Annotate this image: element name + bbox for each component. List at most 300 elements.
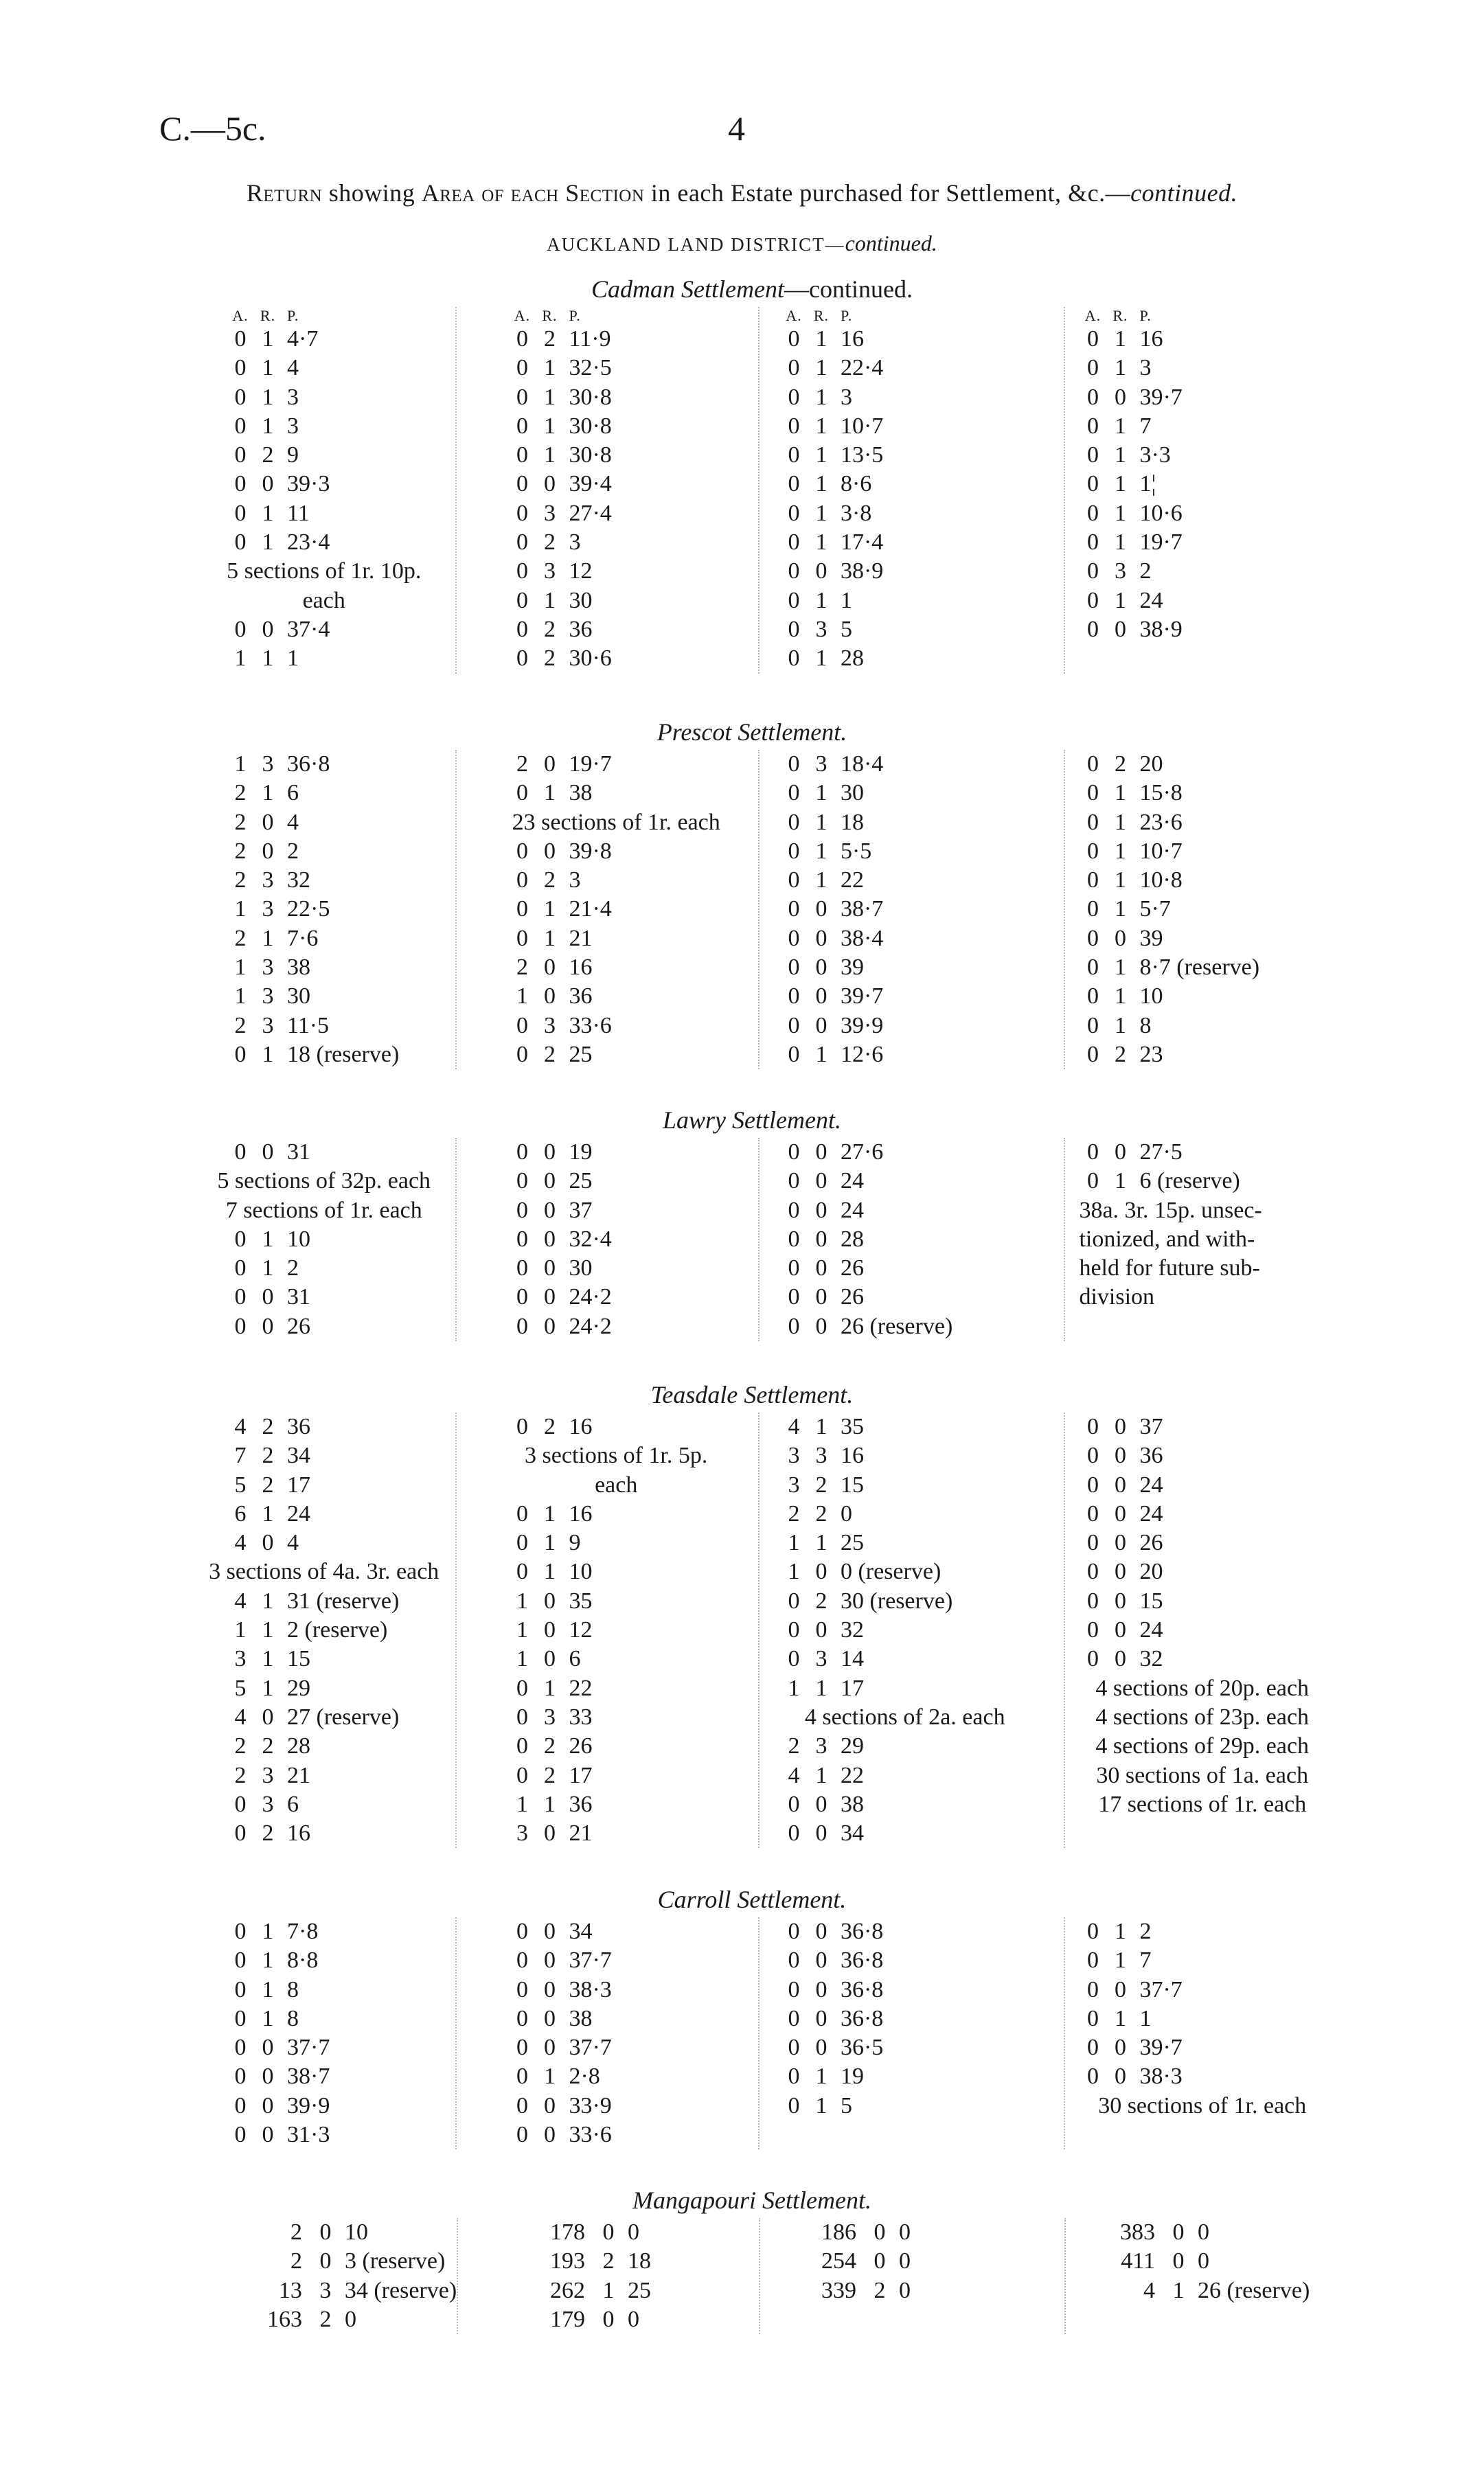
area-acres: 0 [788, 500, 800, 526]
area-row [227, 837, 455, 866]
area-roods: 0 [262, 1313, 274, 1339]
settlement-title [144, 2182, 1360, 2218]
area-roods: 1 [815, 471, 827, 497]
area-row [227, 383, 455, 412]
area-perches: 26 [840, 1255, 864, 1281]
area-acres: 339 [821, 2277, 856, 2303]
area-perches: 22 [840, 867, 864, 893]
area-acres: 1 [516, 1617, 528, 1643]
area-acres: 0 [1086, 1617, 1099, 1643]
area-acres: 0 [788, 838, 800, 864]
area-perches: 3 [569, 867, 581, 893]
area-row [510, 2247, 759, 2276]
section-column [455, 750, 758, 1069]
area-row [508, 1732, 758, 1761]
area-perches: 25 [569, 1041, 593, 1067]
area-row [508, 499, 758, 528]
area-perches: 16 [840, 326, 864, 352]
area-perches: 6 [569, 1646, 581, 1672]
area-perches: 10 [345, 2219, 368, 2245]
section-column [144, 1917, 455, 2149]
settlement-name: Prescot Settlement. [657, 718, 847, 746]
settlement-title [144, 1882, 1360, 1917]
area-roods: 1 [1114, 983, 1126, 1009]
area-perches: 30 [569, 1255, 593, 1281]
area-row [508, 982, 758, 1011]
area-roods: 1 [262, 646, 274, 672]
area-roods: 1 [543, 1675, 556, 1701]
area-row [508, 644, 758, 673]
area-acres: 0 [1086, 896, 1099, 922]
area-row [1079, 412, 1360, 441]
area-roods: 0 [262, 1530, 274, 1556]
area-row [1079, 1138, 1360, 1167]
area-acres: 0 [516, 558, 528, 584]
area-perches: 9 [287, 442, 299, 468]
area-roods: 1 [815, 587, 827, 613]
area-acres: 2 [234, 1733, 247, 1759]
area-perches: 39 [1139, 925, 1163, 951]
area-roods: 0 [262, 1139, 274, 1165]
area-acres: 0 [516, 587, 528, 613]
area-roods: 1 [815, 384, 827, 410]
area-perches: 30 (reserve) [840, 1588, 953, 1614]
area-roods: 0 [815, 983, 827, 1009]
area-acres: 0 [1086, 1012, 1099, 1038]
area-row [780, 1616, 1064, 1645]
area-row [508, 383, 758, 412]
area-perches: 32 [840, 1617, 864, 1643]
area-roods: 0 [1114, 2035, 1126, 2061]
area-perches: 30 [840, 780, 864, 806]
area-roods: 0 [543, 1948, 556, 1974]
area-acres: 0 [516, 1255, 528, 1281]
area-acres: 0 [1086, 471, 1099, 497]
area-row [227, 1529, 455, 1557]
area-perches: 5·7 [1139, 896, 1171, 922]
settlement-title [144, 1377, 1360, 1413]
area-acres: 0 [516, 529, 528, 556]
area-row [508, 557, 758, 586]
area-acres: 5 [234, 1675, 247, 1701]
area-row [508, 1674, 758, 1703]
area-perches: 39·9 [287, 2092, 330, 2119]
area-roods: 0 [543, 2092, 556, 2119]
area-acres: 0 [788, 558, 800, 584]
area-row [508, 1196, 758, 1225]
area-perches: 0 [1197, 2219, 1209, 2245]
section-column [758, 1917, 1064, 2149]
area-row [508, 1917, 758, 1946]
area-perches: 22·5 [287, 896, 330, 922]
area-roods: 1 [815, 529, 827, 556]
area-row [1079, 1529, 1360, 1557]
area-acres: 0 [788, 2005, 800, 2031]
area-row [508, 924, 758, 953]
area-row [227, 1616, 455, 1645]
area-acres: 0 [516, 2064, 528, 2090]
area-perches: 39·9 [840, 1012, 884, 1038]
section-column [759, 2218, 1064, 2334]
area-roods: 0 [1114, 1472, 1126, 1498]
area-roods: 0 [262, 1284, 274, 1310]
area-roods: 0 [543, 1976, 556, 2002]
area-roods: 0 [1114, 1617, 1126, 1643]
area-row [780, 1529, 1064, 1557]
area-acres: 0 [1086, 983, 1099, 1009]
area-roods: 0 [815, 1197, 827, 1223]
area-acres: 0 [516, 1733, 528, 1759]
area-acres: 4 [788, 1762, 800, 1788]
area-row [781, 2276, 1064, 2305]
area-perches: 26 [569, 1733, 593, 1759]
area-acres: 0 [1086, 1041, 1099, 1067]
area-perches: 26 [840, 1284, 864, 1310]
area-perches: 19·7 [569, 751, 612, 777]
arp-label-p: P. [569, 307, 581, 324]
area-row [1079, 586, 1360, 615]
area-acres: 0 [1086, 2035, 1099, 2061]
area-row [227, 470, 455, 499]
area-acres: 0 [516, 442, 528, 468]
area-row [780, 470, 1064, 499]
area-row [508, 325, 758, 354]
area-roods: 1 [543, 413, 556, 439]
area-row [508, 2033, 758, 2062]
area-acres: 13 [278, 2277, 302, 2303]
area-roods: 1 [815, 1762, 827, 1788]
area-row [1079, 354, 1360, 383]
area-acres: 7 [234, 1443, 247, 1469]
area-roods: 3 [815, 1443, 827, 1469]
area-acres: 3 [788, 1472, 800, 1498]
area-row [508, 1312, 758, 1341]
area-perches: 37 [569, 1197, 593, 1223]
area-row [227, 2218, 457, 2247]
arp-label-p: P. [840, 307, 853, 324]
arp-label-r: R. [260, 307, 276, 324]
area-row [780, 1946, 1064, 1975]
area-roods: 0 [543, 2005, 556, 2031]
area-row [1079, 779, 1360, 808]
area-acres: 0 [516, 646, 528, 672]
area-acres: 0 [516, 2035, 528, 2061]
area-row [780, 644, 1064, 673]
area-perches: 10 [1139, 983, 1163, 1009]
area-perches: 37·7 [1139, 1976, 1183, 2002]
area-row [780, 1441, 1064, 1470]
area-perches: 18 (reserve) [287, 1041, 400, 1067]
area-row [227, 1500, 455, 1529]
area-perches: 36 [569, 616, 593, 642]
area-acres: 2 [788, 1733, 800, 1759]
area-perches: 7·8 [287, 1919, 319, 1944]
settlement-section [144, 271, 1360, 674]
area-perches: 22 [569, 1675, 593, 1701]
area-perches: 10·7 [840, 413, 884, 439]
area-row [780, 808, 1064, 837]
settlement-name: Teasdale Settlement. [650, 1381, 854, 1408]
area-perches: 28 [840, 1226, 864, 1252]
area-roods: 2 [1114, 751, 1126, 777]
area-roods: 1 [1114, 896, 1126, 922]
area-acres: 0 [1086, 925, 1099, 951]
area-roods: 1 [815, 2092, 827, 2119]
area-row [1079, 1976, 1360, 2005]
area-roods: 1 [602, 2277, 615, 2303]
area-perches: 26 [287, 1313, 310, 1339]
area-row [508, 1225, 758, 1254]
area-row [227, 1819, 455, 1848]
area-perches: 2 [1139, 1919, 1152, 1944]
sections-group-text: each [302, 587, 345, 613]
section-column [455, 1917, 758, 2149]
area-row [781, 2218, 1064, 2247]
area-row [227, 2247, 457, 2276]
area-perches: 39·7 [1139, 384, 1183, 410]
area-perches: 27·5 [1139, 1139, 1183, 1165]
area-acres: 0 [516, 1919, 528, 1944]
area-row [1079, 1441, 1360, 1470]
area-perches: 0 [840, 1500, 852, 1527]
area-roods: 1 [543, 925, 556, 951]
area-perches: 34 (reserve) [344, 2277, 457, 2303]
area-acres: 0 [234, 442, 247, 468]
area-perches: 2 [1139, 558, 1152, 584]
area-perches: 12·6 [840, 1041, 884, 1067]
area-perches: 0 [628, 2306, 639, 2332]
area-acres: 2 [290, 2219, 302, 2245]
area-row [227, 2062, 455, 2091]
area-row [508, 866, 758, 895]
area-acres: 1 [234, 1617, 247, 1643]
area-acres: 0 [1086, 867, 1099, 893]
area-perches: 21 [569, 925, 593, 951]
arp-label-r: R. [1112, 307, 1128, 324]
area-perches: 1 [840, 587, 852, 613]
area-roods: 3 [543, 1704, 556, 1730]
area-perches: 37 [1139, 1414, 1163, 1439]
sections-group-text: 23 sections of 1r. each [512, 809, 720, 835]
area-acres: 0 [516, 616, 528, 642]
area-row [1079, 528, 1360, 557]
area-perches: 8·6 [840, 471, 872, 497]
area-perches: 38·3 [1139, 2064, 1183, 2090]
area-roods: 0 [543, 1919, 556, 1944]
area-row [780, 615, 1064, 644]
area-row [780, 1167, 1064, 1196]
area-perches: 38 [569, 780, 593, 806]
area-acres: 0 [234, 616, 247, 642]
area-roods: 0 [319, 2248, 332, 2274]
area-acres: 0 [234, 2092, 247, 2119]
area-row [227, 1703, 455, 1732]
area-perches: 35 [569, 1588, 593, 1614]
area-acres: 0 [788, 809, 800, 835]
area-row [780, 528, 1064, 557]
area-perches: 27·6 [840, 1139, 884, 1165]
area-roods: 1 [815, 867, 827, 893]
area-row [1079, 441, 1360, 470]
area-acres: 0 [516, 780, 528, 806]
area-perches: 25 [569, 1168, 593, 1194]
area-row [1079, 1471, 1360, 1500]
section-note: 38a. 3r. 15p. unsec- [1079, 1197, 1262, 1223]
area-row [780, 2005, 1064, 2033]
area-acres: 0 [516, 1226, 528, 1252]
area-roods: 1 [262, 2005, 274, 2031]
area-roods: 0 [1114, 1588, 1126, 1614]
area-acres: 0 [1086, 1646, 1099, 1672]
area-acres: 1 [234, 983, 247, 1009]
area-row [1079, 866, 1360, 895]
area-roods: 1 [262, 1919, 274, 1944]
area-perches: 33·6 [569, 2122, 612, 2148]
area-row [781, 2247, 1064, 2276]
area-roods: 1 [815, 1414, 827, 1439]
area-row [227, 1587, 455, 1616]
area-acres: 0 [1086, 587, 1099, 613]
area-perches: 38·3 [569, 1976, 612, 2002]
area-roods: 1 [1114, 500, 1126, 526]
area-perches: 37·7 [569, 1948, 612, 1974]
area-row [508, 1616, 758, 1645]
area-perches: 34 [569, 1919, 593, 1944]
sections-group-text: 3 sections of 4a. 3r. each [209, 1559, 440, 1585]
area-perches: 20 [1139, 751, 1163, 777]
area-row [780, 1138, 1064, 1167]
area-row [227, 1790, 455, 1819]
area-row [508, 779, 758, 808]
area-acres: 0 [788, 925, 800, 951]
area-row [1080, 2247, 1360, 2276]
area-roods: 0 [262, 2035, 274, 2061]
area-acres: 0 [516, 1500, 528, 1527]
area-perches: 26 [1139, 1530, 1163, 1556]
area-perches: 38 [287, 955, 310, 981]
area-row [510, 2305, 759, 2334]
area-row [227, 354, 455, 383]
area-roods: 0 [262, 616, 274, 642]
area-row [780, 1196, 1064, 1225]
area-perches: 30 [287, 983, 310, 1009]
area-acres: 0 [516, 838, 528, 864]
area-perches: 25 [628, 2277, 651, 2303]
area-perches: 17 [569, 1762, 593, 1788]
area-perches: 38·4 [840, 925, 884, 951]
area-acres: 1 [234, 896, 247, 922]
area-roods: 0 [815, 1255, 827, 1281]
area-acres: 0 [788, 2092, 800, 2119]
area-row [780, 1040, 1064, 1069]
area-row [780, 1225, 1064, 1254]
area-acres: 0 [788, 384, 800, 410]
area-row [1079, 837, 1360, 866]
arp-label-a: A. [232, 307, 249, 324]
area-row [1080, 2276, 1360, 2305]
page-number: 4 [728, 109, 745, 148]
area-roods: 3 [262, 896, 274, 922]
area-row [780, 586, 1064, 615]
section-column [758, 307, 1064, 674]
area-roods: 1 [1114, 355, 1126, 381]
area-acres: 2 [788, 1500, 800, 1527]
area-row [1079, 2033, 1360, 2062]
area-acres: 0 [788, 471, 800, 497]
area-perches: 4 [287, 355, 299, 381]
area-acres: 0 [234, 471, 247, 497]
area-acres: 0 [234, 1255, 247, 1281]
area-acres: 0 [234, 2035, 247, 2061]
area-perches: 30·8 [569, 384, 612, 410]
area-perches: 22·4 [840, 355, 884, 381]
area-roods: 0 [1114, 1443, 1126, 1469]
area-row [1079, 1917, 1360, 1946]
area-roods: 1 [262, 413, 274, 439]
settlement-name: Cadman Settlement [591, 275, 784, 303]
area-row [780, 2062, 1064, 2091]
area-roods: 0 [815, 1226, 827, 1252]
area-perches: 15 [1139, 1588, 1163, 1614]
area-row [1079, 325, 1360, 354]
area-roods: 1 [262, 1588, 274, 1614]
area-row [1079, 1413, 1360, 1441]
area-perches: 36·8 [840, 1919, 884, 1944]
area-roods: 0 [602, 2219, 615, 2245]
area-roods: 0 [815, 2035, 827, 2061]
area-roods: 1 [262, 1255, 274, 1281]
area-roods: 1 [262, 384, 274, 410]
area-perches: 23·4 [287, 529, 330, 556]
area-row [227, 1674, 455, 1703]
area-acres: 0 [516, 1948, 528, 1974]
area-acres: 0 [788, 1791, 800, 1817]
sections-group-text: 30 sections of 1a. each [1096, 1762, 1309, 1788]
area-acres: 0 [788, 867, 800, 893]
area-roods: 0 [543, 955, 556, 981]
area-row [508, 1703, 758, 1732]
area-perches: 0 [345, 2306, 356, 2332]
area-roods: 0 [815, 896, 827, 922]
area-row [227, 1645, 455, 1674]
area-acres: 0 [234, 1139, 247, 1165]
area-acres: 0 [1086, 616, 1099, 642]
area-row [227, 1312, 455, 1341]
area-roods: 1 [262, 1041, 274, 1067]
area-row [780, 1790, 1064, 1819]
area-row [508, 1167, 758, 1196]
area-row [1079, 982, 1360, 1011]
area-acres: 0 [1086, 780, 1099, 806]
area-roods: 0 [262, 471, 274, 497]
area-acres: 0 [1086, 2005, 1099, 2031]
area-roods: 1 [262, 780, 274, 806]
arp-header [1079, 307, 1360, 325]
section-column [1064, 307, 1360, 674]
area-roods: 1 [1172, 2277, 1185, 2303]
area-acres: 4 [234, 1588, 247, 1614]
area-row [227, 1976, 455, 2005]
area-row [1080, 2218, 1360, 2247]
section-column [144, 750, 455, 1069]
area-roods: 1 [1114, 809, 1126, 835]
area-row [508, 2062, 758, 2091]
area-acres: 0 [1086, 500, 1099, 526]
area-row [780, 779, 1064, 808]
area-roods: 0 [543, 983, 556, 1009]
area-row [1079, 557, 1360, 586]
area-perches: 15·8 [1139, 780, 1183, 806]
